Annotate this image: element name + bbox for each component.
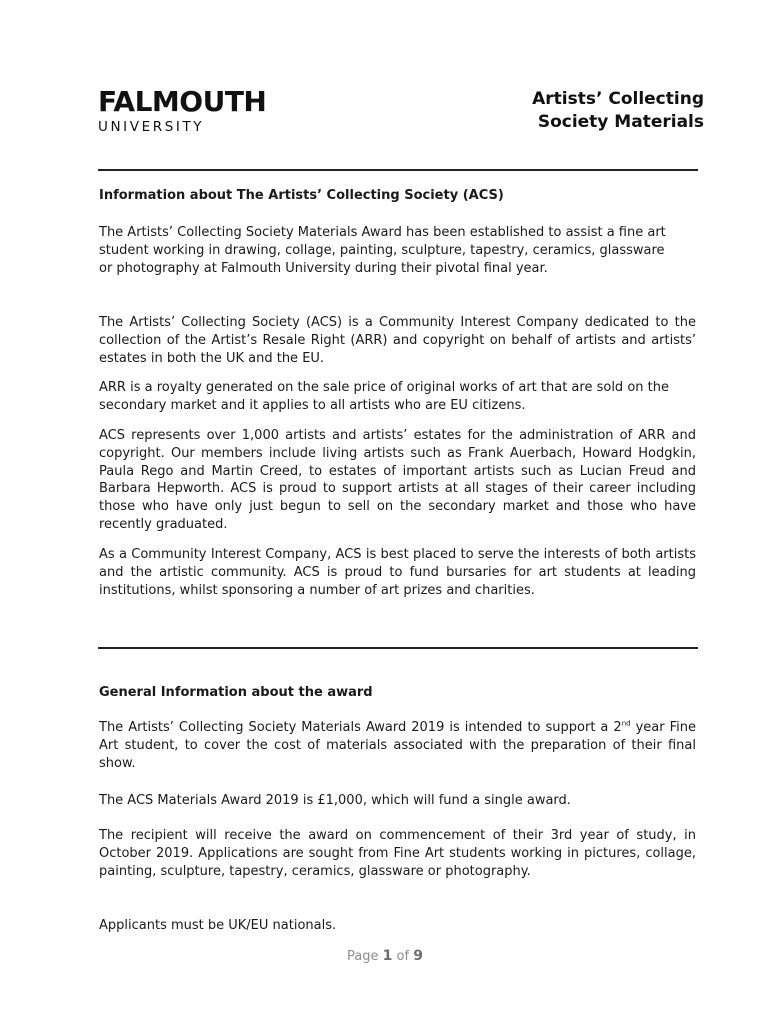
paragraph-text: The Artists’ Collecting Society Materials Award 2019 is intended to support a 2 [99, 720, 622, 735]
section-heading-acs-info: Information about The Artists’ Collecting Society (ACS) [99, 188, 504, 203]
paragraph: As a Community Interest Company, ACS is best placed to serve the interests of both artists and the artistic community. ACS is proud to fund bursaries for art students at leading institutions, whilst sponsoring a number of art prizes and charities. [99, 547, 696, 598]
document-title-line-2: Society Materials [537, 112, 704, 132]
paragraph: The recipient will receive the award on commencement of their 3rd year of study, in October 2019. Applications are sought from Fine Art students working in pictures, collage, painting, sculpture, tapestry, ceramics, glassware or photography. [99, 828, 696, 879]
ordinal-superscript: nd [621, 719, 631, 728]
falmouth-university-logo [98, 86, 278, 135]
of-label: of [396, 949, 410, 964]
page-label: Page [347, 949, 379, 964]
horizontal-divider [98, 169, 698, 171]
paragraph-text: year Fine Art student, to cover the cost of materials associated with the preparation of their final show. [99, 720, 696, 771]
current-page-number: 1 [382, 948, 393, 964]
page-number-footer [0, 948, 770, 964]
document-title [532, 88, 704, 134]
logo-sub-text: UNIVERSITY [98, 119, 205, 135]
paragraph: ARR is a royalty generated on the sale price of original works of art that are sold on the secondary market and it applies to all artists who are EU citizens. [99, 380, 669, 413]
horizontal-divider [98, 647, 698, 649]
total-page-number: 9 [413, 948, 423, 964]
document-title-line-1: Artists’ Collecting [532, 89, 704, 109]
logo-main-text: FALMOUTH [98, 85, 267, 118]
paragraph: ACS represents over 1,000 artists and artists’ estates for the administration of ARR and copyright. Our members include living artists such as Frank Auerbach, Howard Hodgkin, Paula Rego and Martin Creed, to estates of important artists such as Lucian Freud and Barbara Hepworth. ACS is proud to support artists at all stages of their career including those who have only just begun to sell on the secondary market and those who have recently graduated. [99, 428, 696, 532]
paragraph: The Artists’ Collecting Society Materials Award has been established to assist a fine art student working in drawing, collage, painting, sculpture, tapestry, ceramics, glassware or photography at Falmouth University during their pivotal final year. [99, 225, 666, 276]
paragraph-award-intent [99, 719, 696, 772]
paragraph: The ACS Materials Award 2019 is £1,000, which will fund a single award. [99, 793, 571, 808]
section-heading-general-info: General Information about the award [99, 685, 373, 700]
paragraph: The Artists’ Collecting Society (ACS) is a Community Interest Company dedicated to the collection of the Artist’s Resale Right (ARR) and copyright on behalf of artists and artists’ estates in both the UK and the EU. [99, 315, 696, 366]
paragraph: Applicants must be UK/EU nationals. [99, 918, 337, 933]
